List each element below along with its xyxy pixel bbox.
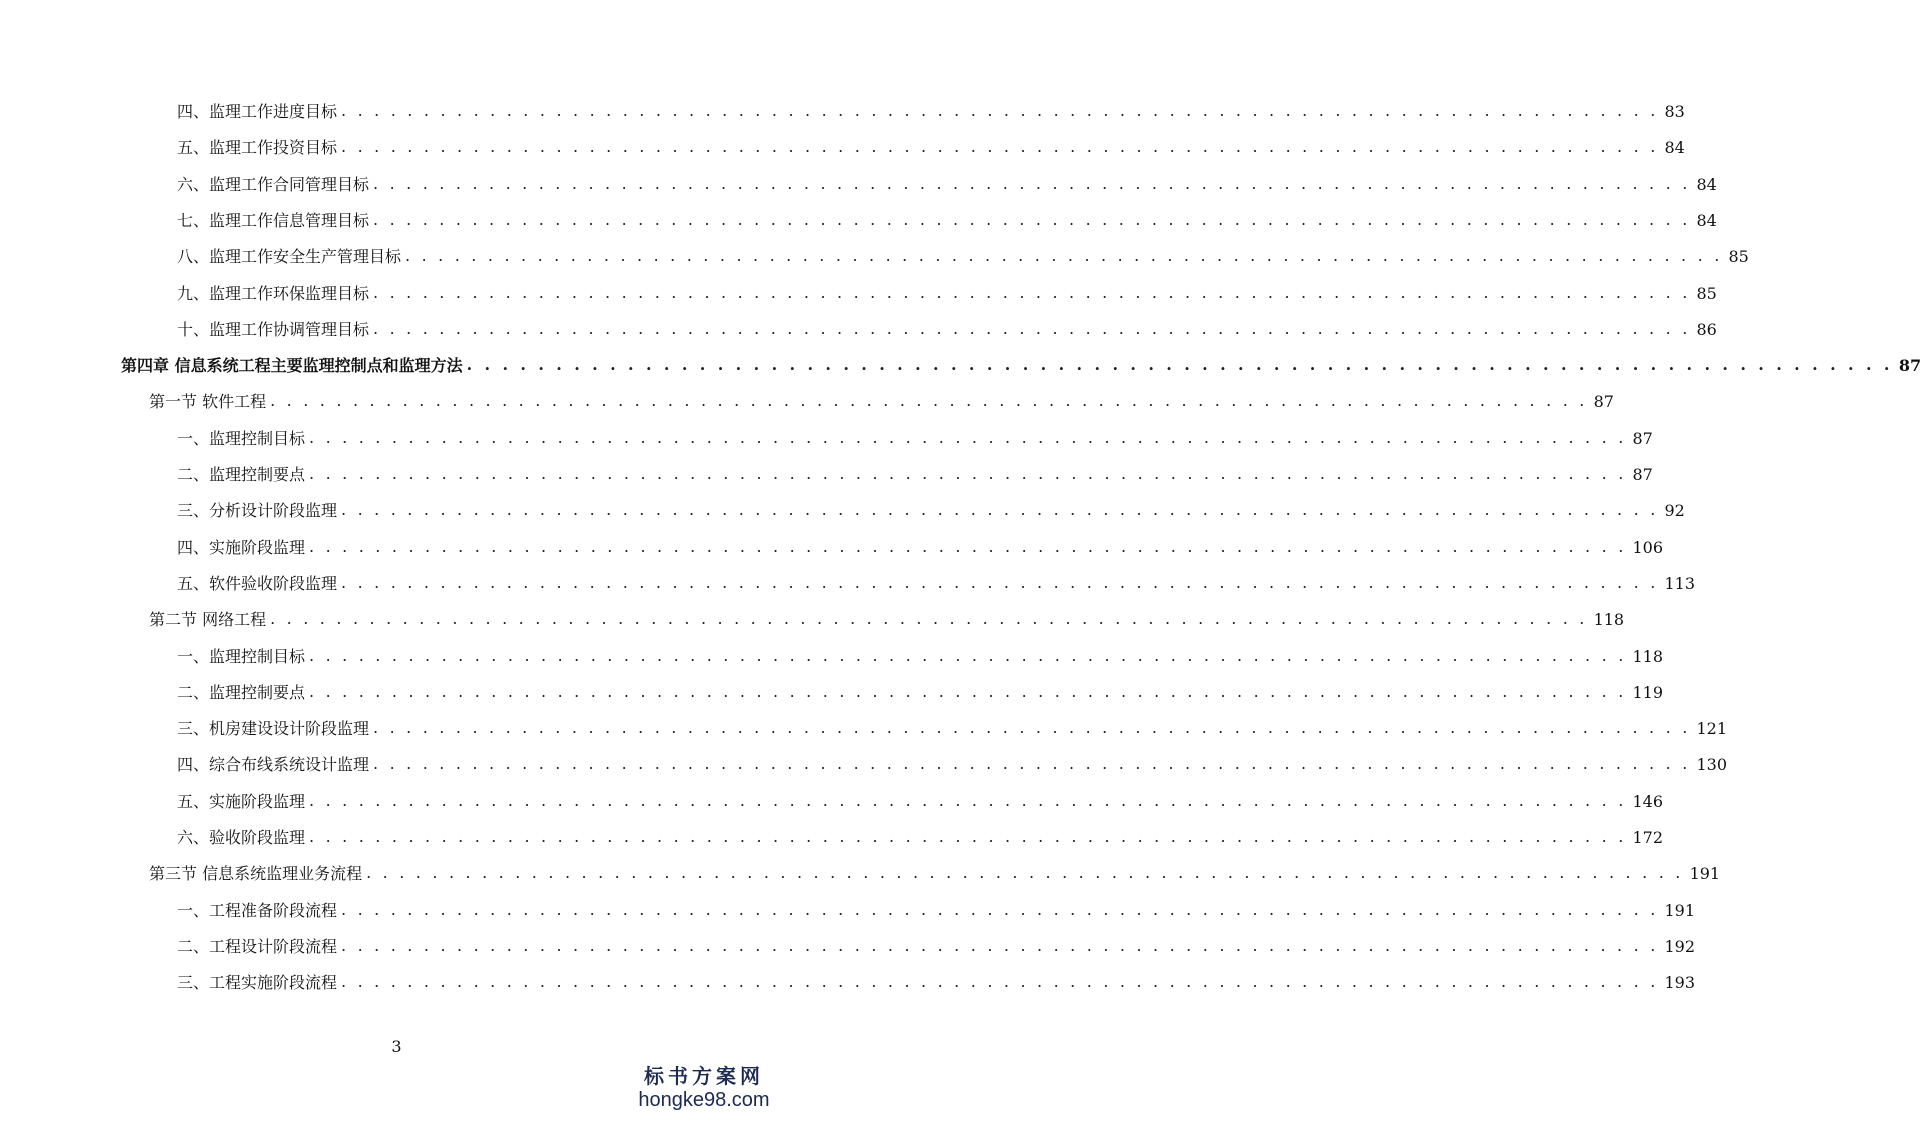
toc-entry-title: 第三节 信息系统监理业务流程 (149, 864, 363, 884)
toc-item-entry[interactable] (177, 891, 1696, 921)
toc-leader-dots: . . . . . . . . . . . . . . . . . . . . . . . . . . . . . . . . . . . . . . . . . . . . . . . . . . . . . . . . . . . . . . . . . . . . . . . . . . . . . . . . (405, 246, 1723, 266)
toc-entry-page: 84 (1664, 138, 1685, 158)
toc-leader-dots: . . . . . . . . . . . . . . . . . . . . . . . . . . . . . . . . . . . . . . . . . . . . . . . . . . . . . . . . . . . . . . . . . . . . . . . . . . . . . . . . (373, 173, 1691, 193)
toc-leader-dots: . . . . . . . . . . . . . . . . . . . . . . . . . . . . . . . . . . . . . . . . . . . . . . . . . . . . . . . . . . . . . . . . . . . . . . . . . . . . . . . . (270, 391, 1588, 411)
toc-item-entry[interactable] (177, 564, 1696, 594)
toc-entry-title: 三、工程实施阶段流程 (177, 973, 338, 993)
toc-entry-title: 六、监理工作合同管理目标 (177, 174, 370, 194)
toc-entry-title: 第二节 网络工程 (149, 610, 267, 630)
toc-leader-dots: . . . . . . . . . . . . . . . . . . . . . . . . . . . . . . . . . . . . . . . . . . . . . . . . . . . . . . . . . . . . . . . . . . . . . . . . . . . . . . . . (309, 827, 1627, 846)
toc-leader-dots: . . . . . . . . . . . . . . . . . . . . . . . . . . . . . . . . . . . . . . . . . . . . . . . . . . . . . . . . . . . . . . . . . . . . . . . . . . . . . . . . (309, 427, 1627, 447)
toc-entry-page: 193 (1664, 973, 1696, 993)
toc-entry-title: 三、分析设计阶段监理 (177, 501, 338, 521)
toc-entry-page: 86 (1696, 319, 1717, 339)
watermark-logo (629, 1060, 779, 1112)
toc-leader-dots: . . . . . . . . . . . . . . . . . . . . . . . . . . . . . . . . . . . . . . . . . . . . . . . . . . . . . . . . . . . . . . . . . . . . . . . . . . . . . . . . (373, 209, 1691, 229)
toc-leader-dots: . . . . . . . . . . . . . . . . . . . . . . . . . . . . . . . . . . . . . . . . . . . . . . . . . . . . . . . . . . . . . . . . . . . . . . . . . . . . . . . . (309, 645, 1627, 665)
toc-entry-page: 172 (1632, 828, 1664, 847)
toc-section-entry[interactable] (149, 600, 1625, 630)
toc-leader-dots: . . . . . . . . . . . . . . . . . . . . . . . . . . . . . . . . . . . . . . . . . . . . . . . . . . . . . . . . . . . . . . . . . . . . . . . . . . . . . . . . (341, 935, 1659, 955)
toc-entry-title: 第四章 信息系统工程主要监理控制点和监理方法 (121, 356, 463, 376)
toc-entry-title: 一、监理控制目标 (177, 646, 306, 666)
toc-entry-title: 十、监理工作协调管理目标 (177, 319, 370, 339)
toc-leader-dots: . . . . . . . . . . . . . . . . . . . . . . . . . . . . . . . . . . . . . . . . . . . . . . . . . . . . . . . . . . . . . . . . . . . . . . . . . . . . . . . . (309, 790, 1627, 810)
toc-item-entry[interactable] (177, 491, 1685, 521)
toc-item-entry[interactable] (177, 637, 1664, 667)
toc-leader-dots: . . . . . . . . . . . . . . . . . . . . . . . . . . . . . . . . . . . . . . . . . . . . . . . . . . . . . . . . . . . . . . . . . . . . . . . . . . . . . . . . (373, 318, 1691, 338)
toc-entry-title: 五、监理工作投资目标 (177, 138, 338, 158)
toc-leader-dots: . . . . . . . . . . . . . . . . . . . . . . . . . . . . . . . . . . . . . . . . . . . . . . . . . . . . . . . . . . . . . . . . . . . . . . . . . . . . . . . . (309, 464, 1627, 483)
toc-entry-page: 84 (1696, 174, 1717, 194)
toc-entry-page: 118 (1593, 610, 1625, 630)
toc-leader-dots: . . . . . . . . . . . . . . . . . . . . . . . . . . . . . . . . . . . . . . . . . . . . . . . . . . . . . . . . . . . . . . . . . . . . . . . . . . . . . . . . (309, 536, 1627, 556)
toc-item-entry[interactable] (177, 419, 1653, 449)
toc-entry-page: 119 (1632, 682, 1664, 702)
toc-leader-dots: . . . . . . . . . . . . . . . . . . . . . . . . . . . . . . . . . . . . . . . . . . . . . . . . . . . . . . . . . . . . . . . . . . . . . . . . . . . . . . . . (366, 863, 1684, 883)
toc-item-entry[interactable] (177, 128, 1685, 158)
toc-item-entry[interactable] (177, 528, 1664, 558)
toc-entry-title: 一、工程准备阶段流程 (177, 900, 338, 920)
toc-entry-page: 87 (1632, 428, 1653, 448)
toc-leader-dots: . . . . . . . . . . . . . . . . . . . . . . . . . . . . . . . . . . . . . . . . . . . . . . . . . . . . . . . . . . . . . . . . . . . . . . . . . . . . . . . . (341, 500, 1659, 520)
toc-leader-dots: . . . . . . . . . . . . . . . . . . . . . . . . . . . . . . . . . . . . . . . . . . . . . . . . . . . . . . . . . . . . . . . . . . . . . . . . . . . . . . . . (270, 609, 1588, 629)
toc-leader-dots: . . . . . . . . . . . . . . . . . . . . . . . . . . . . . . . . . . . . . . . . . . . . . . . . . . . . . . . . . . . . . . . . . . . . . . . . . . . . . . . . (341, 972, 1659, 992)
toc-entry-title: 第一节 软件工程 (149, 392, 267, 412)
toc-entry-page: 130 (1696, 755, 1728, 775)
page-number: 3 (391, 1037, 402, 1056)
toc-entry-page: 87 (1593, 392, 1614, 412)
toc-entry-title: 四、实施阶段监理 (177, 537, 306, 557)
toc-entry-page: 85 (1696, 283, 1717, 303)
toc-item-entry[interactable] (177, 274, 1717, 304)
toc-entry-page: 191 (1664, 900, 1696, 920)
toc-entry-title: 二、工程设计阶段流程 (177, 936, 338, 956)
toc-leader-dots: . . . . . . . . . . . . . . . . . . . . . . . . . . . . . . . . . . . . . . . . . . . . . . . . . . . . . . . . . . . . . . . . . . . . . . . . . . . . . . . . (373, 754, 1691, 774)
toc-section-entry[interactable] (149, 854, 1721, 884)
toc-entry-page: 83 (1664, 102, 1685, 121)
toc-leader-dots: . . . . . . . . . . . . . . . . . . . . . . . . . . . . . . . . . . . . . . . . . . . . . . . . . . . . . . . . . . . . . . . . . . . . . . . . . . . . . . . . (373, 718, 1691, 738)
toc-leader-dots: . . . . . . . . . . . . . . . . . . . . . . . . . . . . . . . . . . . . . . . . . . . . . . . . . . . . . . . . . . . . . . . . . . . . . . . . . . . . . . . . (341, 137, 1659, 157)
toc-entry-title: 一、监理控制目标 (177, 428, 306, 448)
toc-entry-page: 146 (1632, 791, 1664, 811)
toc-entry-title: 五、软件验收阶段监理 (177, 573, 338, 593)
watermark-en-text: hongke98.com (638, 1089, 770, 1111)
toc-entry-page: 191 (1689, 864, 1721, 884)
toc-entry-title: 九、监理工作环保监理目标 (177, 283, 370, 303)
toc-item-entry[interactable] (177, 165, 1717, 195)
toc-item-entry[interactable] (177, 310, 1717, 340)
toc-item-entry[interactable] (177, 963, 1696, 993)
toc-item-entry[interactable] (177, 673, 1664, 703)
toc-item-entry[interactable] (177, 237, 1749, 267)
toc-item-entry[interactable] (177, 92, 1685, 122)
toc-entry-page: 121 (1696, 719, 1728, 739)
toc-item-entry[interactable] (177, 201, 1717, 231)
toc-item-entry[interactable] (177, 927, 1696, 957)
toc-section-entry[interactable] (149, 382, 1614, 412)
toc-entry-page: 92 (1664, 501, 1685, 521)
toc-leader-dots: . . . . . . . . . . . . . . . . . . . . . . . . . . . . . . . . . . . . . . . . . . . . . . . . . . . . . . . . . . . . . . . . . . . . . . . . . . . . . . . . (341, 899, 1659, 919)
toc-entry-title: 二、监理控制要点 (177, 465, 306, 484)
toc-item-entry[interactable] (177, 709, 1728, 739)
toc-entry-title: 四、综合布线系统设计监理 (177, 755, 370, 775)
toc-entry-title: 二、监理控制要点 (177, 682, 306, 702)
watermark-cn-text: 标书方案网 (644, 1064, 764, 1088)
toc-entry-title: 四、监理工作进度目标 (177, 102, 338, 121)
toc-item-entry[interactable] (177, 745, 1728, 775)
toc-item-entry[interactable] (177, 818, 1664, 848)
toc-entry-page: 106 (1632, 537, 1664, 557)
toc-entry-page: 118 (1632, 646, 1664, 666)
toc-entry-page: 192 (1664, 936, 1696, 956)
toc-entry-title: 五、实施阶段监理 (177, 791, 306, 811)
toc-entry-title: 八、监理工作安全生产管理目标 (177, 247, 402, 267)
toc-entry-page: 85 (1728, 247, 1749, 267)
toc-entry-page: 84 (1696, 210, 1717, 230)
toc-item-entry[interactable] (177, 455, 1653, 485)
toc-leader-dots: . . . . . . . . . . . . . . . . . . . . . . . . . . . . . . . . . . . . . . . . . . . . . . . . . . . . . . . . . . . . . . . . . . . . . . . . . . . . . . . . (373, 282, 1691, 302)
toc-entry-title: 六、验收阶段监理 (177, 828, 306, 847)
toc-leader-dots: . . . . . . . . . . . . . . . . . . . . . . . . . . . . . . . . . . . . . . . . . . . . . . . . . . . . . . . . . . . . . . . . . . . . . . . . . . . . . . . . (309, 681, 1627, 701)
toc-entry-title: 三、机房建设设计阶段监理 (177, 719, 370, 739)
toc-leader-dots: . . . . . . . . . . . . . . . . . . . . . . . . . . . . . . . . . . . . . . . . . . . . . . . . . . . . . . . . . . . . . . . . . . . . . . . . . . . . . . . . (341, 572, 1659, 592)
toc-entry-page: 87 (1898, 356, 1921, 376)
toc-entry-page: 113 (1664, 573, 1696, 593)
toc-entry-page: 87 (1632, 465, 1653, 484)
toc-leader-dots: . . . . . . . . . . . . . . . . . . . . . . . . . . . . . . . . . . . . . . . . . . . . . . . . . . . . . . . . . . . . . . . . . . . . . . . . . . . . . . . . (466, 355, 1893, 375)
toc-chapter-entry[interactable] (121, 346, 1921, 376)
toc-entry-title: 七、监理工作信息管理目标 (177, 210, 370, 230)
toc-item-entry[interactable] (177, 782, 1664, 812)
toc-leader-dots: . . . . . . . . . . . . . . . . . . . . . . . . . . . . . . . . . . . . . . . . . . . . . . . . . . . . . . . . . . . . . . . . . . . . . . . . . . . . . . . . (341, 101, 1659, 120)
